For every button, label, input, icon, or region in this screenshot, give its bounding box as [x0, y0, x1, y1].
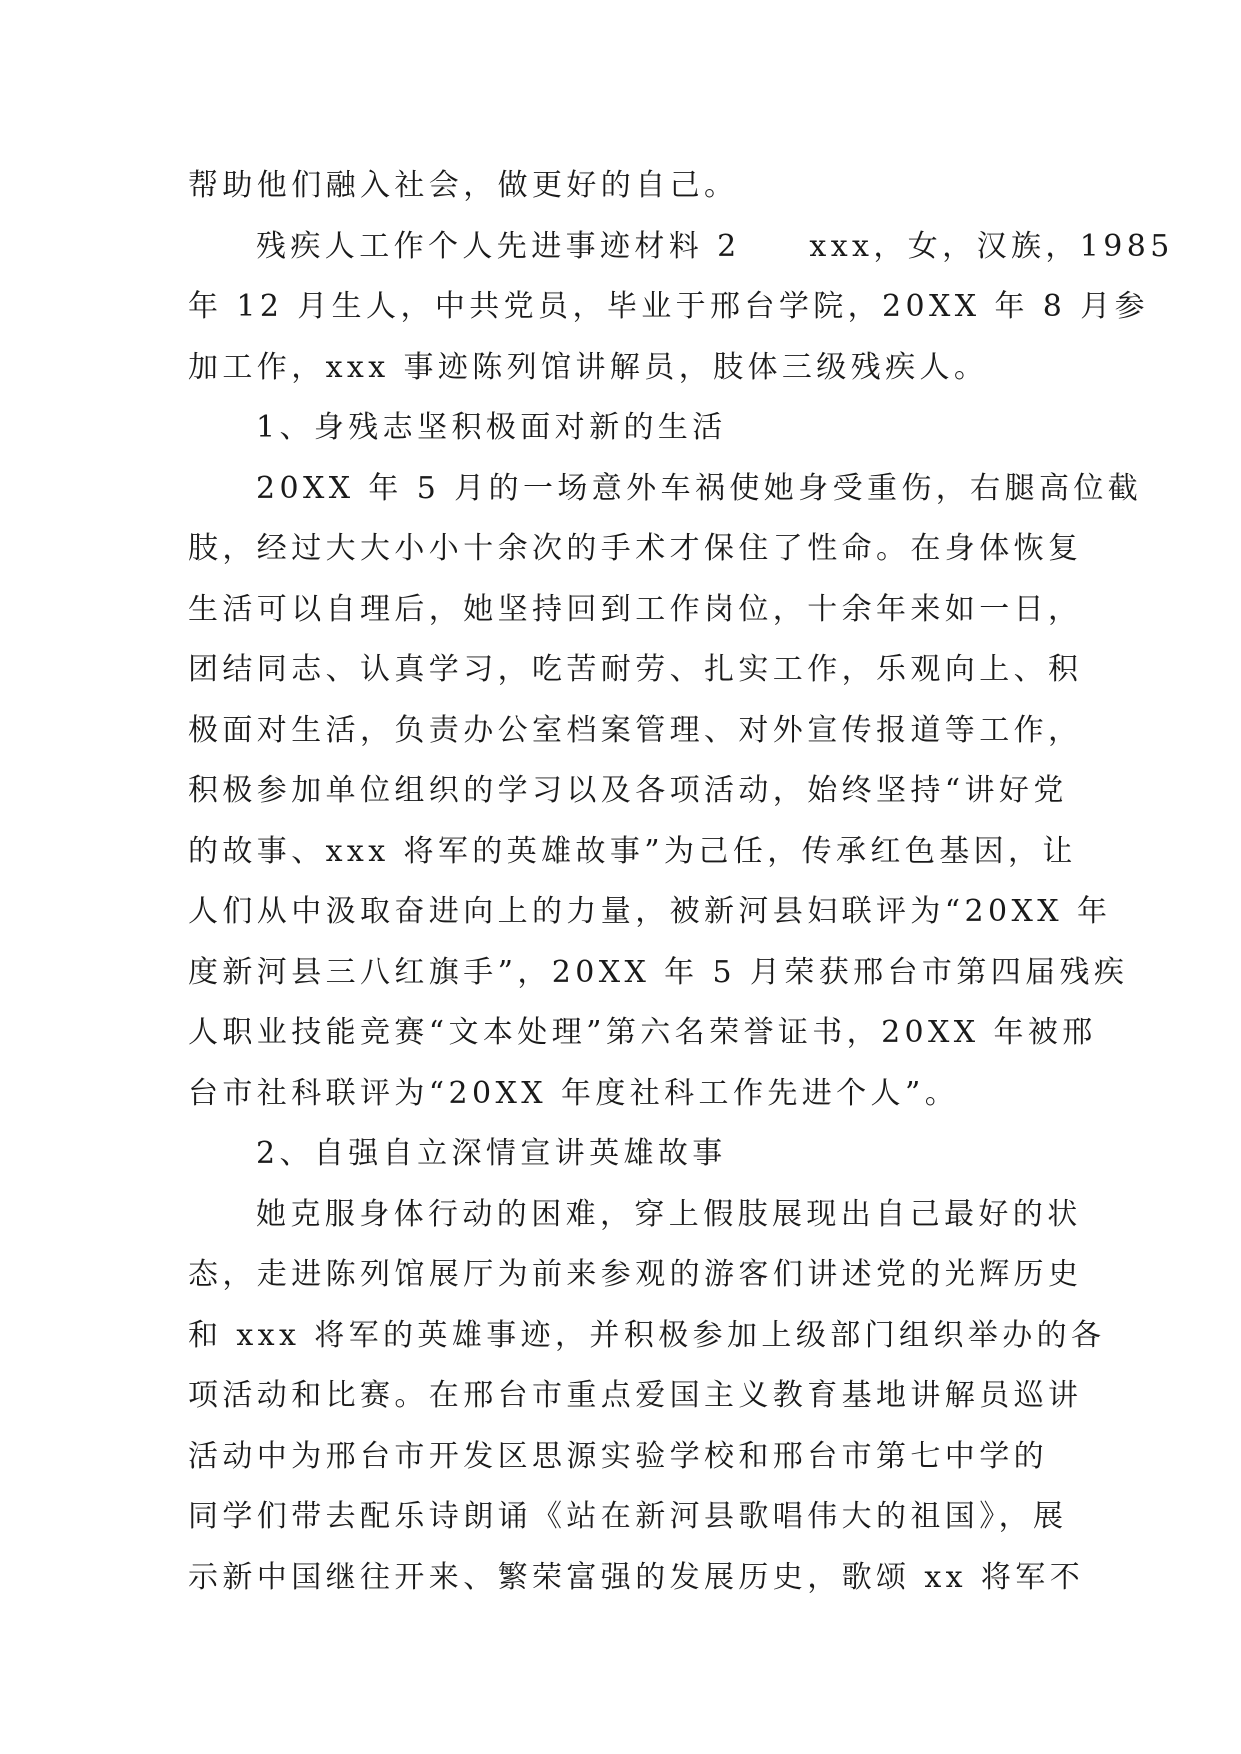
- text-line: 活动中为邢台市开发区思源实验学校和邢台市第七中学的: [188, 1438, 1048, 1474]
- text-line-section-title: 残疾人工作个人先进事迹材料 2 xxx，女，汉族，1985: [256, 228, 1174, 264]
- text-line: 积极参加单位组织的学习以及各项活动，始终坚持“讲好党: [188, 773, 1068, 808]
- subheading-2: 2、自强自立深情宣讲英雄故事: [256, 1136, 727, 1171]
- document-body: [188, 156, 1174, 1608]
- text-line: 人们从中汲取奋进向上的力量，被新河县妇联评为“20XX 年: [188, 894, 1112, 929]
- text-line: 和 xxx 将军的英雄事迹，并积极参加上级部门组织举办的各: [188, 1317, 1106, 1353]
- text-line: 态，走进陈列馆展厅为前来参观的游客们讲述党的光辉历史: [188, 1257, 1083, 1292]
- text-line: 肢，经过大大小小十余次的手术才保住了性命。在身体恢复: [188, 531, 1083, 566]
- text-line: 极面对生活，负责办公室档案管理、对外宣传报道等工作，: [188, 712, 1083, 748]
- text-line: 项活动和比赛。在邢台市重点爱国主义教育基地讲解员巡讲: [188, 1378, 1083, 1413]
- text-line: 同学们带去配乐诗朗诵《站在新河县歌唱伟大的祖国》，展: [188, 1499, 1068, 1534]
- text-line: 加工作，xxx 事迹陈列馆讲解员，肢体三级残疾人。: [188, 349, 989, 385]
- text-line: 示新中国继往开来、繁荣富强的发展历史，歌颂 xx 将军不: [188, 1559, 1085, 1595]
- text-line: 生活可以自理后，她坚持回到工作岗位，十余年来如一日，: [188, 591, 1083, 627]
- text-line-paragraph-start: 她克服身体行动的困难，穿上假肢展现出自己最好的状: [256, 1196, 1082, 1232]
- subheading-1: 1、身残志坚积极面对新的生活: [256, 410, 727, 445]
- text-line: 度新河县三八红旗手”，20XX 年 5 月荣获邢台市第四届残疾: [188, 954, 1129, 990]
- text-line: 人职业技能竞赛“文本处理”第六名荣誉证书，20XX 年被邢: [188, 1015, 1097, 1050]
- text-line: 年 12 月生人，中共党员，毕业于邢台学院，20XX 年 8 月参: [188, 289, 1150, 324]
- text-line: 团结同志、认真学习，吃苦耐劳、扎实工作，乐观向上、积: [188, 652, 1083, 687]
- text-line: 的故事、xxx 将军的英雄故事”为己任，传承红色基因，让: [188, 833, 1077, 869]
- text-line: 台市社科联评为“20XX 年度社科工作先进个人”。: [188, 1075, 960, 1111]
- text-line-paragraph-start: 20XX 年 5 月的一场意外车祸使她身受重伤，右腿高位截: [256, 470, 1143, 506]
- text-line-continued-paragraph: 帮助他们融入社会，做更好的自己。: [188, 168, 739, 203]
